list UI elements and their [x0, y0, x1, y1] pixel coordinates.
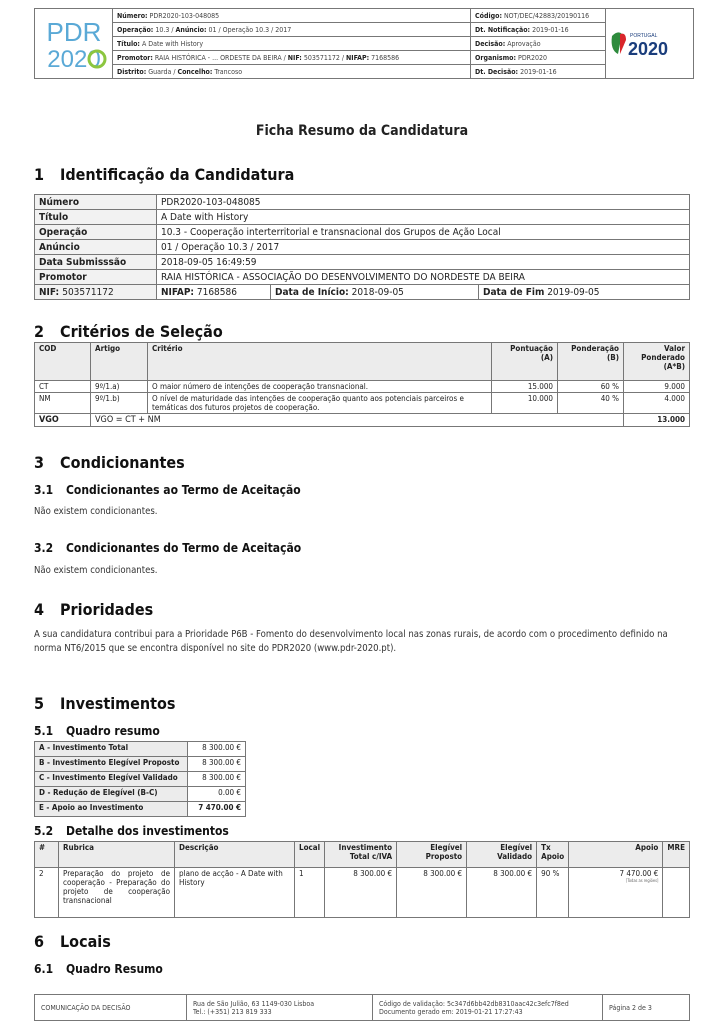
header-rows-3-r-value: PDR2020: [518, 53, 548, 62]
s5-num: 5: [34, 694, 45, 713]
s3-title: Condicionantes: [60, 453, 185, 472]
header-rows-0-l-label: Número:: [117, 11, 148, 20]
s5-sub2-row-apoio: 7 470.00 €: [619, 869, 659, 878]
s4-title: Prioridades: [60, 600, 154, 619]
header-promotor: [113, 51, 471, 65]
s2-rows-0-0: CT: [35, 381, 91, 393]
header-rows-1-l-value: 10.3 /: [155, 25, 176, 34]
section-3-1-heading: [34, 483, 301, 497]
s1-rows-0-label: Número: [35, 195, 157, 210]
s5-sub1-rows-2-label: C - Investimento Elegível Validado: [35, 772, 188, 787]
s5-sub2-headers-4: Investimento Total c/IVA: [325, 842, 397, 868]
s2-headers-3: Pontuação (A): [492, 343, 558, 381]
s5-sub1-rows-2-value: 8 300.00 €: [188, 772, 246, 787]
section-4-heading: [34, 600, 153, 619]
s2-rows-1-1: 9º/1.b): [91, 393, 148, 414]
header-rows-4-l-value2: Trancoso: [214, 67, 243, 76]
s5-sub2-row-rubrica: Preparação do projeto de cooperação - Preparação do projeto de cooperação transnacional: [59, 868, 175, 918]
s2-rows-1-2: O nível de maturidade das intenções de cooperação quanto aos potenciais parceiros e temáticas dos futuros projetos de cooperação.: [148, 393, 492, 414]
s5-sub2-row-proposto: 8 300.00 €: [397, 868, 467, 918]
s1-last-inicio-label: Data de Início:: [275, 286, 349, 298]
criterios-table: [34, 342, 690, 427]
s1-last-nifap: 7168586: [196, 286, 237, 298]
s5-sub1-rows-3-label: D - Redução de Elegível (B-C): [35, 787, 188, 802]
s2-headers-4: Ponderação (B): [558, 343, 624, 381]
s2-rows-1-5: 4.000: [624, 393, 690, 414]
s5-sub2-title: Detalhe dos investimentos: [66, 824, 229, 838]
header-distrito: [113, 65, 471, 79]
pdr2020-logo: [35, 9, 113, 79]
s5-sub2-headers-6: Elegível Validado: [467, 842, 537, 868]
header-rows-3-l-label: Promotor:: [117, 53, 153, 62]
header-rows-1-r-label: Dt. Notificação:: [475, 25, 531, 34]
s5-sub2-row-total: 8 300.00 €: [325, 868, 397, 918]
s2-headers-2: Critério: [148, 343, 492, 381]
quadro-resumo-table: [34, 741, 246, 817]
s1-num: 1: [34, 165, 45, 184]
s1-last-inicio: 2018-09-05: [351, 286, 404, 298]
header-decisao: [471, 37, 606, 51]
svg-text:PORTUGAL: PORTUGAL: [629, 32, 657, 39]
header-numero: [113, 9, 471, 23]
s5-sub1-rows-4-value: 7 470.00 €: [188, 802, 246, 817]
s5-sub2-headers-5: Elegível Proposto: [397, 842, 467, 868]
s1-rows-3-label: Anúncio: [35, 240, 157, 255]
s5-sub1-rows-3-value: 0.00 €: [188, 787, 246, 802]
s1-rows-4-value: 2018-09-05 16:49:59: [157, 255, 690, 270]
s2-rows-0-2: O maior número de intenções de cooperação transnacional.: [148, 381, 492, 393]
s5-sub1-title: Quadro resumo: [66, 724, 160, 738]
s5-sub1-rows-1-value: 8 300.00 €: [188, 757, 246, 772]
s1-rows-5-label: Promotor: [35, 270, 157, 285]
header-rows-4-l-value: Guarda /: [148, 67, 178, 76]
header-titulo: [113, 37, 471, 51]
s3-sub2-title: Condicionantes do Termo de Aceitação: [66, 541, 302, 555]
page-title: Ficha Resumo da Candidatura: [255, 123, 469, 139]
document-header: [34, 8, 694, 79]
header-rows-1-l-value2: 01 / Operação 10.3 / 2017: [208, 25, 292, 34]
s2-num: 2: [34, 322, 45, 341]
header-rows-0-l-value: PDR2020-103-048085: [149, 11, 220, 20]
s2-headers-1: Artigo: [91, 343, 148, 381]
s5-sub2-row-validado: 8 300.00 €: [467, 868, 537, 918]
s5-sub1-rows-1-label: B - Investimento Elegível Proposto: [35, 757, 188, 772]
s5-sub2-row-mre: [663, 868, 690, 918]
header-rows-3-l-label2: NIF:: [287, 53, 302, 62]
s1-last-nif: 503571172: [62, 286, 114, 298]
s1-last-nifap-label: NIFAP:: [161, 286, 195, 298]
s1-rows-1-value: A Date with History: [157, 210, 690, 225]
s5-sub2-row-descricao: plano de acção - A Date with History: [175, 868, 295, 918]
s1-rows-4-label: Data Submisssão: [35, 255, 157, 270]
header-operacao: [113, 23, 471, 37]
header-rows-1-l-label2: Anúncio:: [175, 25, 207, 34]
s5-sub2-headers-2: Descrição: [175, 842, 295, 868]
footer-val1: Código de validação: 5c347d6bb42db8310aac42c3efc7f8ed: [379, 999, 569, 1008]
s5-sub1-rows-0-label: A - Investimento Total: [35, 742, 188, 757]
footer-val2: Documento gerado em: 2019-01-21 17:27:43: [379, 1007, 523, 1016]
header-rows-0-r-value: NOT/DEC/42883/20190116: [503, 11, 590, 20]
s5-sub2-headers-3: Local: [295, 842, 325, 868]
header-rows-2-r-label: Decisão:: [475, 39, 506, 48]
header-rows-0-r-label: Código:: [475, 11, 502, 20]
s2-total-value: 13.000: [624, 414, 690, 427]
header-rows-2-l-label: Título:: [117, 39, 140, 48]
header-rows-3-r-label: Organismo:: [475, 53, 517, 62]
s1-rows-2-value: 10.3 - Cooperação interterritorial e transnacional dos Grupos de Ação Local: [157, 225, 690, 240]
s2-rows-1-4: 40 %: [558, 393, 624, 414]
section-5-2-heading: [34, 824, 229, 838]
s6-sub1-num: 6.1: [34, 962, 54, 976]
s1-rows-1-label: Título: [35, 210, 157, 225]
s5-sub2-num: 5.2: [34, 824, 54, 838]
header-rows-3-l-value2: 503571172 /: [303, 53, 347, 62]
s1-rows-2-label: Operação: [35, 225, 157, 240]
s5-sub2-row-apoio-note: [Todas as regiões]: [625, 878, 659, 883]
s5-sub2-row-tx: 90 %: [537, 868, 569, 918]
section-5-1-heading: [34, 724, 160, 738]
s2-rows-0-3: 15.000: [492, 381, 558, 393]
s1-rows-0-value: PDR2020-103-048085: [157, 195, 690, 210]
footer-left: COMUNICAÇÃO DA DECISÃO: [35, 995, 187, 1021]
s5-sub2-headers-9: MRE: [663, 842, 690, 868]
header-rows-2-r-value: Aprovação: [507, 39, 541, 48]
footer-addr1: Rua de São Julião, 63 1149-030 Lisboa: [193, 999, 315, 1008]
s3-num: 3: [34, 453, 45, 472]
s2-rows-0-5: 9.000: [624, 381, 690, 393]
footer-page: Página 2 de 3: [603, 995, 690, 1021]
footer-addr2: Tel.: (+351) 213 819 333: [193, 1007, 272, 1016]
s1-last-nif-label: NIF:: [39, 286, 60, 298]
identificacao-table: [34, 194, 690, 300]
s5-sub2-row-local: 1: [295, 868, 325, 918]
s1-last-fim-label: Data de Fim: [483, 286, 545, 298]
s5-sub2-headers-1: Rubrica: [59, 842, 175, 868]
section-3-heading: [34, 453, 185, 472]
header-notificacao: [471, 23, 606, 37]
section-6-heading: [34, 932, 111, 951]
header-rows-3-l-value3: 7168586: [371, 53, 400, 62]
s1-rows-3-value: 01 / Operação 10.3 / 2017: [157, 240, 690, 255]
s2-rows-1-3: 10.000: [492, 393, 558, 414]
document-footer: [34, 994, 690, 1021]
s5-sub2-row-n: 2: [35, 868, 59, 918]
s2-total-cod: VGO: [35, 414, 91, 427]
prioridades-text: A sua candidatura contribui para a Prioridade P6B - Fomento do desenvolvimento local nas zonas rurais, de acordo com o procedimento definido na norma NT6/2015 que se encontra disponível no site do PDR2020 (www.pdr-2020.pt).: [34, 629, 668, 654]
s5-sub1-rows-4-label: E - Apoio ao Investimento: [35, 802, 188, 817]
header-rows-2-l-value: A Date with History: [141, 39, 204, 48]
s3-sub2-num: 3.2: [34, 541, 54, 555]
s5-title: Investimentos: [60, 694, 176, 713]
s2-rows-0-4: 60 %: [558, 381, 624, 393]
condicionantes-text: Não existem condicionantes.: [34, 506, 158, 517]
header-rows-4-r-label: Dt. Decisão:: [475, 67, 519, 76]
header-rows-4-r-value: 2019-01-16: [520, 67, 557, 76]
portugal2020-logo: [606, 9, 694, 79]
s4-num: 4: [34, 600, 45, 619]
total-row: [35, 414, 690, 427]
s3-sub1-num: 3.1: [34, 483, 54, 497]
s5-sub2-headers-7: Tx Apoio: [537, 842, 569, 868]
s1-rows-5-value: RAIA HISTÓRICA - ASSOCIAÇÃO DO DESENVOLVIMENTO DO NORDESTE DA BEIRA: [157, 270, 690, 285]
detalhe-investimentos-table: [34, 841, 690, 918]
section-5-heading: [34, 694, 176, 713]
s1-last-fim: 2019-09-05: [547, 286, 600, 298]
condicionantes-text: Não existem condicionantes.: [34, 565, 158, 576]
section-1-heading: [34, 165, 294, 184]
svg-text:2020: 2020: [627, 38, 668, 58]
section-2-heading: [34, 322, 223, 341]
svg-text:2020: 2020: [46, 45, 101, 73]
header-dt-decisao: [471, 65, 606, 79]
table-row: [35, 393, 690, 414]
header-codigo: [471, 9, 606, 23]
s2-rows-0-1: 9º/1.a): [91, 381, 148, 393]
s5-sub1-rows-0-value: 8 300.00 €: [188, 742, 246, 757]
section-6-1-heading: [34, 962, 163, 976]
header-rows-4-l-label2: Concelho:: [177, 67, 213, 76]
s2-rows-1-0: NM: [35, 393, 91, 414]
section-3-2-heading: [34, 541, 301, 555]
s5-sub2-headers-0: #: [35, 842, 59, 868]
s2-total-formula: VGO = CT + NM: [91, 414, 624, 427]
svg-text:PDR: PDR: [46, 16, 101, 47]
s3-sub1-title: Condicionantes ao Termo de Aceitação: [66, 483, 301, 497]
s6-sub1-title: Quadro Resumo: [66, 962, 163, 976]
s5-sub1-num: 5.1: [34, 724, 54, 738]
header-rows-1-l-label: Operação:: [117, 25, 154, 34]
s2-headers-0: COD: [35, 343, 91, 381]
s5-sub2-headers-8: Apoio: [569, 842, 663, 868]
table-row: [35, 381, 690, 393]
s1-title: Identificação da Candidatura: [60, 165, 295, 184]
s6-title: Locais: [60, 932, 111, 951]
table-row: [35, 868, 690, 918]
s2-title: Critérios de Seleção: [60, 322, 223, 341]
s2-headers-5: Valor Ponderado (A*B): [624, 343, 690, 381]
header-organismo: [471, 51, 606, 65]
header-rows-4-l-label: Distrito:: [117, 67, 147, 76]
header-rows-3-l-label3: NIFAP:: [346, 53, 370, 62]
header-rows-3-l-value: RAIA HISTÓRICA - ... ORDESTE DA BEIRA /: [154, 53, 288, 62]
header-rows-1-r-value: 2019-01-16: [532, 25, 569, 34]
s6-num: 6: [34, 932, 45, 951]
